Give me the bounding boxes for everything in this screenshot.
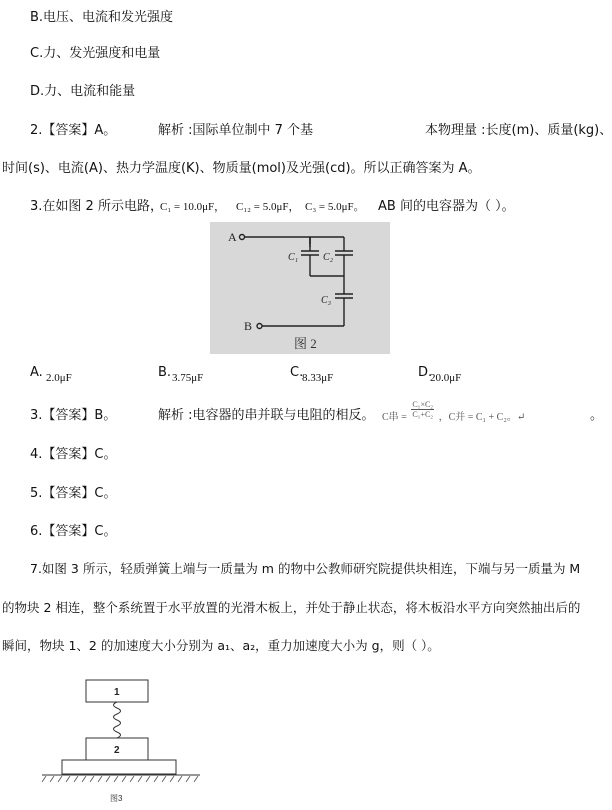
- q3-option-b-letter: B.: [158, 365, 172, 380]
- q4-answer: 4.【答案】C。: [30, 447, 117, 462]
- q7-line1: 7.如图 3 所示，轻质弹簧上端与一质量为 m 的物中公教师研究院提供块相连，下端与另一质量为 M: [30, 561, 581, 576]
- fraction-numerator: C₁×C₂: [412, 400, 434, 409]
- q3-c1: C₁ = 10.0μF，: [160, 201, 226, 213]
- q2-answer-line2: 时间(s)、电流(A)、热力学温度(K)、物质量(mol)及光强(cd)。所以正确答案为 A。: [2, 161, 481, 176]
- option-d: D.力、电流和能量: [30, 84, 136, 99]
- figure-3-caption: 图3: [110, 794, 123, 803]
- formula2: ，C并 = C₁ + C₂。↵: [438, 412, 526, 423]
- q3-answer-head: 3.【答案】B。: [30, 408, 117, 423]
- q5-answer: 5.【答案】C。: [30, 486, 117, 501]
- board: [62, 760, 176, 774]
- q7-line3: 瞬间，物块 1、2 的加速度大小分别为 a₁、a₂，重力加速度大小为 g，则（ ）。: [2, 638, 440, 653]
- q2-analysis-b: 本物理量 :长度(m)、质量(kg)、: [425, 123, 612, 138]
- block-2-label: 2: [114, 745, 120, 756]
- label-c1: C₁: [288, 252, 299, 263]
- q3-option-a-value: 2.0μF: [46, 372, 72, 384]
- option-c: C.力、发光强度和电量: [30, 46, 161, 61]
- q7-line2: 的物块 2 相连，整个系统置于水平放置的光滑木板上，并处于静止状态，将木板沿水平方向突然抽出后的: [2, 600, 581, 615]
- circuit-diagram: [210, 222, 390, 354]
- q3-option-a-letter: A.: [30, 365, 43, 380]
- option-b: B.电压、电流和发光强度: [30, 10, 174, 25]
- label-c2: C₂: [323, 252, 334, 263]
- label-b: B: [244, 319, 253, 333]
- terminal-b: [257, 324, 262, 329]
- q3-option-c-value: 8.33μF: [302, 372, 334, 384]
- q3-c12: C₁₂ = 5.0μF，: [236, 201, 300, 213]
- figure-2-circuit: [210, 222, 390, 354]
- q3-analysis: 解析 :电容器的串并联与电阻的相反。: [158, 408, 375, 423]
- q2-answer-head: 2.【答案】A。: [30, 123, 117, 138]
- figure-3-spring: [40, 676, 210, 806]
- q3-option-d-letter: D.: [418, 365, 433, 380]
- ground-hatch: [42, 776, 198, 782]
- q3-option-b-value: 3.75μF: [172, 372, 204, 384]
- q3-suffix: AB 间的电容器为（ ）。: [378, 199, 515, 214]
- q3-option-c-letter: C.: [290, 365, 304, 380]
- formula1-lhs: C串 =: [382, 412, 407, 423]
- q3-formula: [382, 400, 526, 423]
- figure-2-caption: 图 2: [294, 336, 317, 351]
- block-1-label: 1: [114, 687, 120, 698]
- label-a: A: [228, 230, 237, 244]
- q3-answer-dot: 。: [590, 408, 604, 423]
- fraction: [411, 400, 434, 419]
- q2-analysis-a: 解析 :国际单位制中 7 个基: [158, 123, 314, 138]
- q6-answer: 6.【答案】C。: [30, 524, 117, 539]
- q3-option-d-value: 20.0μF: [430, 372, 462, 384]
- q3-prefix: 3.在如图 2 所示电路，: [30, 199, 163, 214]
- spring-diagram: [40, 676, 210, 806]
- label-c3: C₃: [321, 295, 332, 306]
- q3-c3: C₃ = 5.0μF。: [305, 201, 365, 213]
- fraction-denominator: C₁+C₂: [412, 410, 434, 419]
- terminal-a: [240, 235, 245, 240]
